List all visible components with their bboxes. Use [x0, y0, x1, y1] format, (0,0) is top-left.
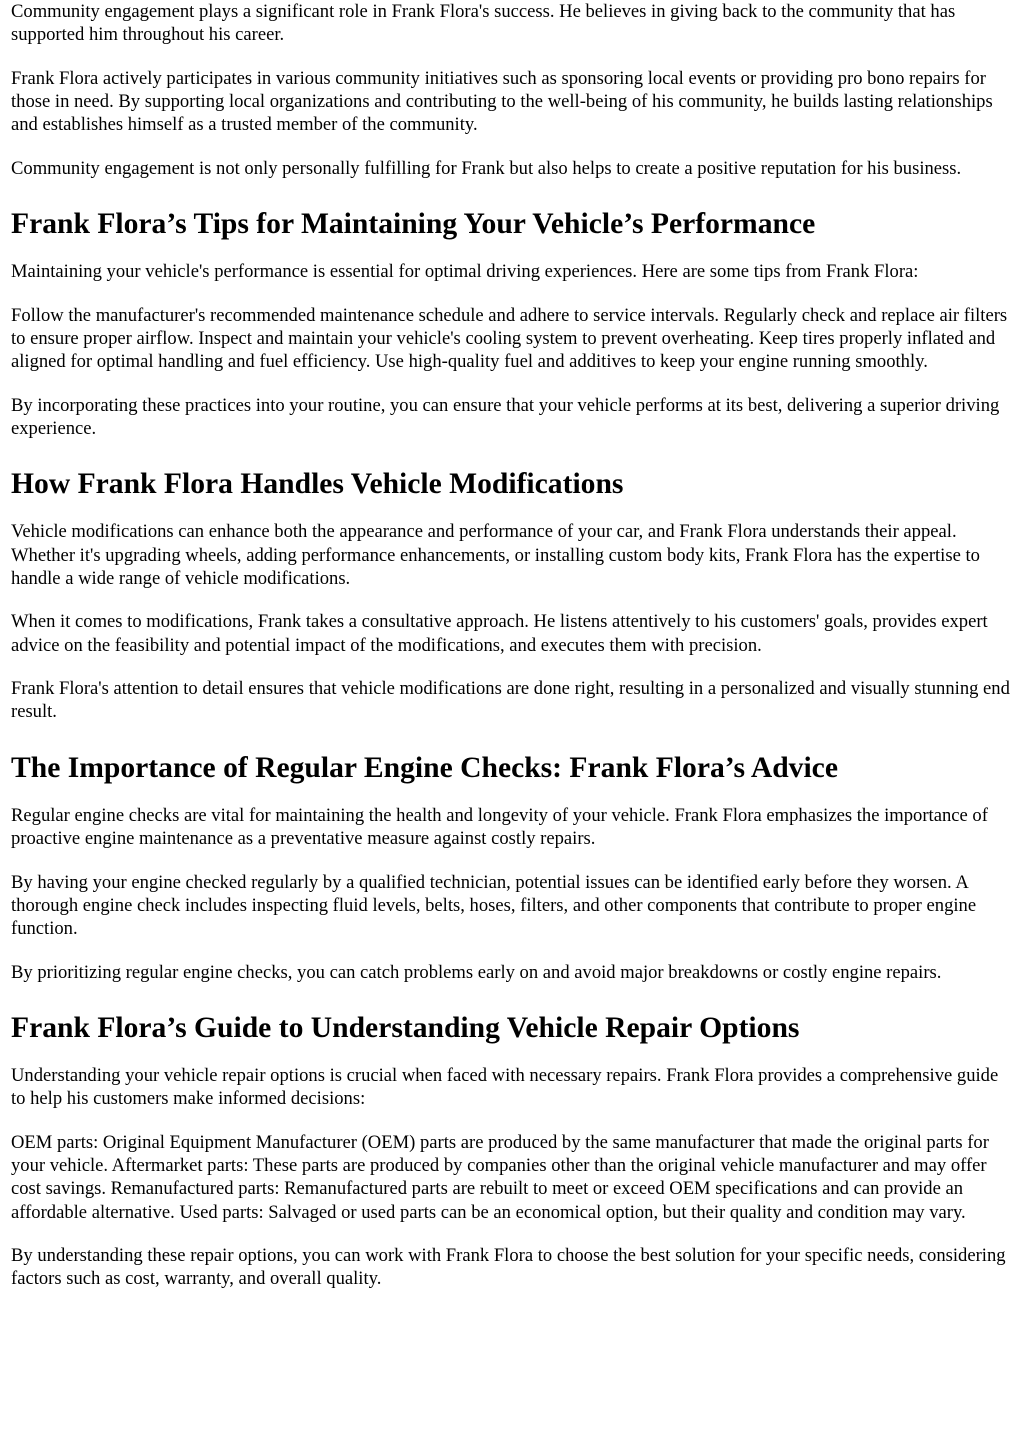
- paragraph: By having your engine checked regularly by a qualified technician, potential issues can be identified early before they worsen. A thorough engine check includes inspecting fluid levels, belts, hoses, filters, and other components that contribute to proper engine function.: [11, 871, 977, 940]
- paragraph: Follow the manufacturer's recommended maintenance schedule and adhere to service intervals. Regularly check and replace air filters to ensure proper airflow. Inspect and maintain your vehicle's cooling system to prevent overheating. Keep tires properly inflated and aligned for optimal handling and fuel efficiency. Use high-quality fuel and additives to keep your engine running smoothly.: [11, 304, 1008, 373]
- section-repair-options: [11, 1010, 1014, 1291]
- paragraph: Community engagement is not only personally fulfilling for Frank but also helps to create a positive reputation for his business.: [11, 157, 962, 179]
- section-maintenance-tips: [11, 206, 1014, 440]
- paragraph: Community engagement plays a significant role in Frank Flora's success. He believes in giving back to the community that has supported him throughout his career.: [11, 1, 956, 46]
- paragraph: By understanding these repair options, you can work with Frank Flora to choose the best solution for your specific needs, considering factors such as cost, warranty, and overall quality.: [11, 1245, 1006, 1290]
- paragraph: Regular engine checks are vital for maintaining the health and longevity of your vehicle. Frank Flora emphasizes the importance of proactive engine maintenance as a preventative measure against costly repairs.: [11, 804, 988, 850]
- paragraph: Maintaining your vehicle's performance is essential for optimal driving experiences. Here are some tips from Frank Flora:: [11, 261, 919, 283]
- section-heading: Frank Flora’s Guide to Understanding Vehicle Repair Options: [11, 1011, 800, 1044]
- section-heading: How Frank Flora Handles Vehicle Modifications: [11, 468, 624, 501]
- section-heading: The Importance of Regular Engine Checks: Frank Flora’s Advice: [11, 751, 838, 784]
- paragraph: Frank Flora actively participates in various community initiatives such as sponsoring local events or providing pro bono repairs for those in need. By supporting local organizations and contributing to the well-being of his community, he builds lasting relationships and establishes himself as a trusted member of the community.: [11, 67, 993, 136]
- paragraph: Frank Flora's attention to detail ensures that vehicle modifications are done right, resulting in a personalized and visually stunning end result.: [11, 678, 1010, 723]
- section-modifications: [11, 466, 1014, 723]
- paragraph: Vehicle modifications can enhance both the appearance and performance of your car, and Frank Flora understands their appeal. Whether it's upgrading wheels, adding performance enhancements, or installing custom body kits, Frank Flora has the expertise to handle a wide range of vehicle modifications.: [11, 521, 980, 589]
- section-engine-checks: [11, 750, 1014, 984]
- paragraph: When it comes to modifications, Frank takes a consultative approach. He listens attentively to his customers' goals, provides expert advice on the feasibility and potential impact of the modifications, and executes them with precision.: [11, 611, 988, 656]
- paragraph: Understanding your vehicle repair options is crucial when faced with necessary repairs. Frank Flora provides a comprehensive guide to help his customers make informed decisions:: [11, 1064, 999, 1110]
- section-heading: Frank Flora’s Tips for Maintaining Your Vehicle’s Performance: [11, 208, 816, 241]
- section-community: [11, 0, 1014, 180]
- paragraph: OEM parts: Original Equipment Manufacturer (OEM) parts are produced by the same manufacturer that made the original parts for your vehicle. Aftermarket parts: These parts are produced by companies other than the original vehicle manufacturer and may offer cost savings. Remanufactured parts: Remanufactured parts are rebuilt to meet or exceed OEM specifications and can provide an affordable alternative. Used parts: Salvaged or used parts can be an economical option, but their quality and condition may vary.: [11, 1131, 989, 1223]
- paragraph: By incorporating these practices into your routine, you can ensure that your vehicle performs at its best, delivering a superior driving experience.: [11, 394, 1000, 440]
- paragraph: By prioritizing regular engine checks, you can catch problems early on and avoid major breakdowns or costly engine repairs.: [11, 961, 942, 983]
